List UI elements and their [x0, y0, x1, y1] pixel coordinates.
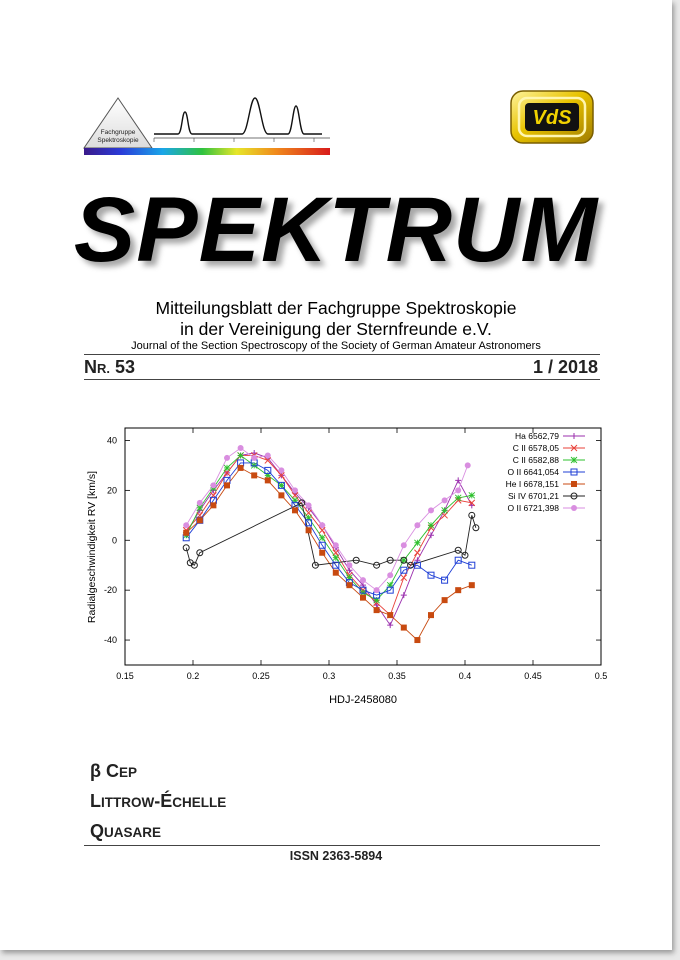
data-point [387, 612, 393, 618]
topic-quasare: QUASARE [90, 821, 162, 841]
issue-number: NR. 53 [84, 357, 136, 377]
legend-label: Ha 6562,79 [515, 431, 559, 441]
rainbow-bar [84, 148, 330, 155]
data-point [292, 507, 298, 513]
y-tick-label: 20 [106, 485, 117, 496]
data-point [210, 502, 216, 508]
data-point [319, 535, 325, 541]
data-point [224, 455, 230, 461]
data-point [401, 625, 407, 631]
x-axis-label: HDJ-2458080 [329, 694, 397, 706]
data-point [469, 492, 475, 498]
legend-label: C II 6582,88 [512, 455, 559, 465]
data-point [346, 562, 352, 568]
x-tick-label: 0.2 [186, 671, 200, 681]
topic-littrow-echelle: LITTROW-ÉCHELLE [90, 791, 227, 811]
data-point [414, 550, 420, 556]
fachgruppe-logo [82, 92, 334, 158]
legend-label: O II 6721,398 [507, 503, 559, 513]
x-tick-label: 0.25 [252, 671, 270, 681]
data-point [346, 582, 352, 588]
data-point [224, 482, 230, 488]
data-point [455, 495, 461, 501]
data-point [374, 607, 380, 613]
topics-list [90, 757, 226, 847]
data-point [428, 522, 434, 528]
data-point [197, 500, 203, 506]
data-point [333, 570, 339, 576]
data-point [333, 542, 339, 548]
data-point [387, 572, 393, 578]
logo-text-spektroskopie: Spektroskopie [97, 137, 139, 144]
subtitle-line-2: in der Vereinigung der Sternfreunde e.V. [180, 319, 492, 339]
topic-beta-cep: β CEP [90, 761, 138, 781]
series-line [186, 453, 472, 625]
data-point [197, 517, 203, 523]
issue-date: 1 / 2018 [532, 357, 598, 377]
magazine-title: SPEKTRUM [73, 179, 599, 281]
x-tick-label: 0.4 [458, 671, 472, 681]
legend-marker [571, 433, 577, 439]
data-point [319, 550, 325, 556]
data-point [278, 482, 284, 488]
data-point [469, 582, 475, 588]
journal-line: Journal of the Section Spectroscopy of the Society of German Amateur Astronomers [131, 340, 541, 352]
data-point [265, 452, 271, 458]
issn-number: ISSN 2363-5894 [289, 849, 383, 863]
legend-label: C II 6578,05 [512, 443, 559, 453]
rule-issn [84, 845, 600, 846]
data-point [442, 597, 448, 603]
subtitle-line-1: Mitteilungsblatt der Fachgruppe Spektroskopie [155, 298, 517, 318]
data-point [360, 595, 366, 601]
x-tick-label: 0.3 [322, 671, 336, 681]
data-point [465, 462, 471, 468]
data-point [292, 487, 298, 493]
legend-marker [571, 481, 577, 487]
data-point [183, 522, 189, 528]
data-point [238, 452, 244, 458]
rule-top [84, 354, 600, 355]
data-point [278, 467, 284, 473]
data-point [401, 575, 407, 581]
data-point [306, 502, 312, 508]
data-point [442, 497, 448, 503]
data-point [455, 477, 461, 483]
vds-logo-text: VdS [532, 107, 572, 129]
logo-text-fachgruppe: Fachgruppe [100, 129, 136, 136]
data-point [224, 465, 230, 471]
spectrum-line-icon [154, 98, 322, 134]
rule-bottom [84, 379, 600, 380]
data-point [251, 472, 257, 478]
x-tick-label: 0.5 [594, 671, 608, 681]
y-tick-label: 40 [106, 435, 117, 446]
data-point [428, 612, 434, 618]
data-point [401, 542, 407, 548]
data-point [278, 492, 284, 498]
radial-velocity-chart [80, 420, 620, 710]
data-point [238, 465, 244, 471]
data-point [251, 455, 257, 461]
y-tick-label: 0 [111, 535, 117, 546]
data-point [469, 562, 475, 568]
data-point [455, 487, 461, 493]
x-tick-label: 0.35 [388, 671, 406, 681]
x-tick-label: 0.15 [116, 671, 134, 681]
legend-label: Si IV 6701,21 [507, 491, 559, 501]
vds-logo [508, 88, 596, 146]
data-point [374, 587, 380, 593]
data-point [333, 555, 339, 561]
x-tick-label: 0.45 [524, 671, 542, 681]
data-point [414, 540, 420, 546]
data-point [319, 522, 325, 528]
legend-marker [571, 457, 577, 463]
data-point [265, 477, 271, 483]
data-point [442, 507, 448, 513]
data-point [210, 482, 216, 488]
data-point [183, 530, 189, 536]
y-tick-label: -40 [103, 635, 117, 646]
data-point [414, 522, 420, 528]
legend-label: He I 6678,151 [505, 479, 559, 489]
data-point [306, 527, 312, 533]
legend-marker [571, 505, 577, 511]
y-axis-label: Radialgeschwindigkeit RV [km/s] [86, 470, 98, 624]
data-point [428, 507, 434, 513]
data-point [455, 587, 461, 593]
legend-label: O II 6641,054 [507, 467, 559, 477]
data-point [251, 462, 257, 468]
data-point [238, 445, 244, 451]
data-point [414, 637, 420, 643]
data-point [428, 532, 434, 538]
data-point [387, 622, 393, 628]
y-tick-label: -20 [103, 585, 117, 596]
data-point [401, 592, 407, 598]
data-point [360, 577, 366, 583]
